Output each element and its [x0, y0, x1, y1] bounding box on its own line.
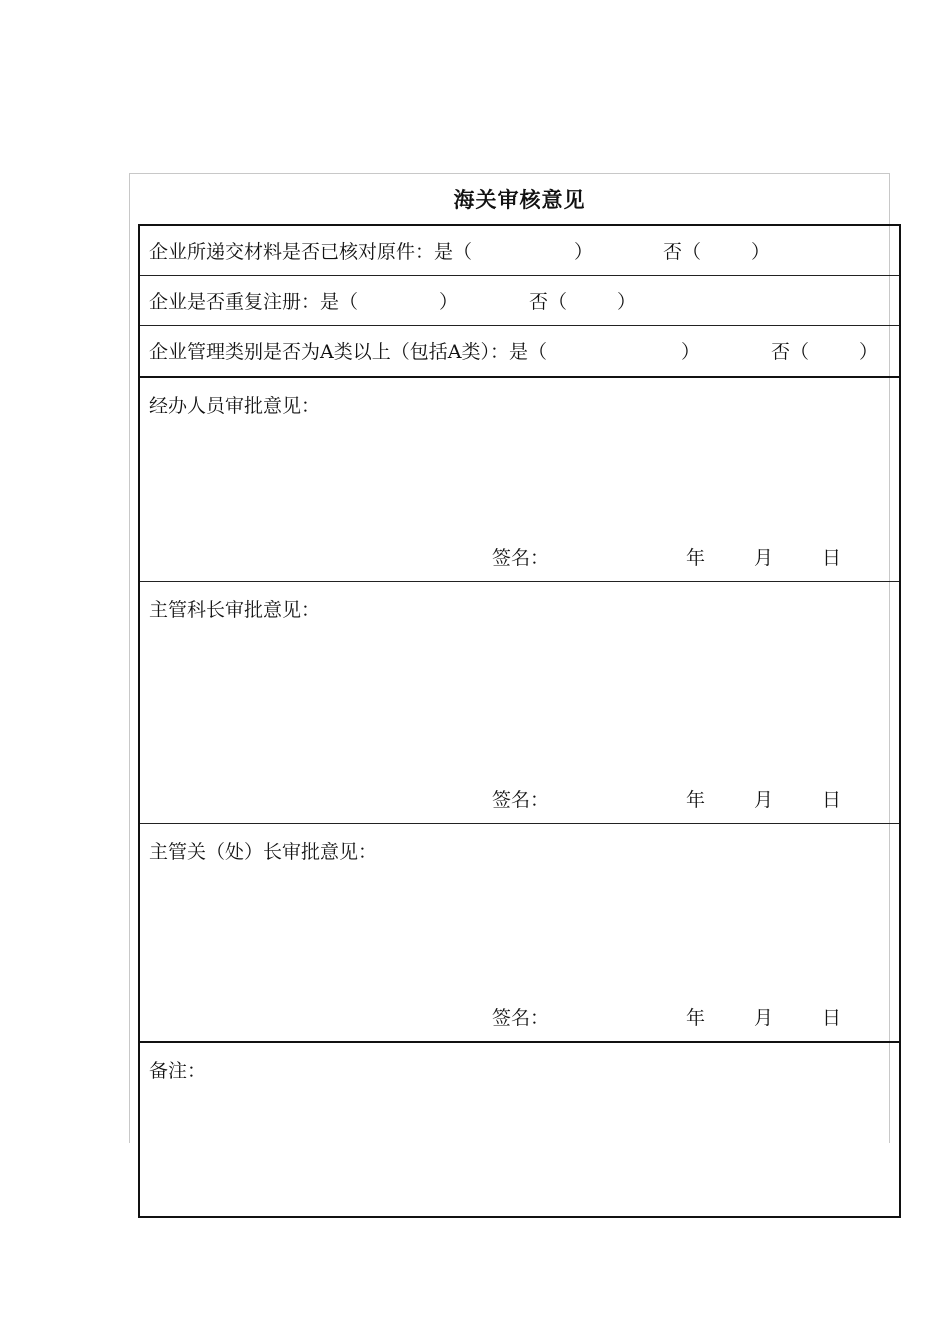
year-label: 年 — [686, 789, 706, 811]
month-label: 月 — [754, 1007, 774, 1029]
no-close-paren: ） — [859, 341, 879, 363]
question-row-duplicate-registration — [140, 276, 899, 326]
day-label: 日 — [822, 547, 842, 569]
day-label: 日 — [822, 1007, 842, 1029]
form-title: 海关审核意见 — [453, 188, 586, 212]
approval-label: 经办人员审批意见： — [149, 395, 321, 417]
no-option: 否（ — [529, 291, 568, 313]
approval-row-section-chief — [140, 582, 899, 824]
day-label: 日 — [822, 789, 842, 811]
yes-close-paren: ） — [681, 341, 701, 363]
month-label: 月 — [754, 547, 774, 569]
no-close-paren: ） — [617, 291, 637, 313]
approval-row-officer — [140, 378, 899, 582]
no-close-paren: ） — [751, 241, 771, 263]
remarks-row — [140, 1043, 899, 1216]
approval-row-customs-director — [140, 824, 899, 1043]
year-label: 年 — [686, 1007, 706, 1029]
yes-close-paren: ） — [439, 291, 459, 313]
no-option: 否（ — [771, 341, 810, 363]
approval-label: 主管科长审批意见： — [149, 599, 321, 621]
remarks-label: 备注： — [149, 1060, 207, 1082]
month-label: 月 — [754, 789, 774, 811]
no-option: 否（ — [663, 241, 702, 263]
question-row-original-check — [140, 226, 899, 276]
approval-label: 主管关（处）长审批意见： — [149, 841, 378, 863]
question-row-management-class — [140, 326, 899, 378]
question-label: 企业所递交材料是否已核对原件：是（ — [149, 241, 473, 263]
question-label: 企业管理类别是否为A类以上（包括A类）：是（ — [149, 341, 547, 363]
year-label: 年 — [686, 547, 706, 569]
signature-label: 签名： — [492, 1007, 550, 1029]
signature-label: 签名： — [492, 547, 550, 569]
yes-close-paren: ） — [574, 241, 594, 263]
question-label: 企业是否重复注册：是（ — [149, 291, 359, 313]
review-table — [138, 224, 901, 1218]
signature-label: 签名： — [492, 789, 550, 811]
